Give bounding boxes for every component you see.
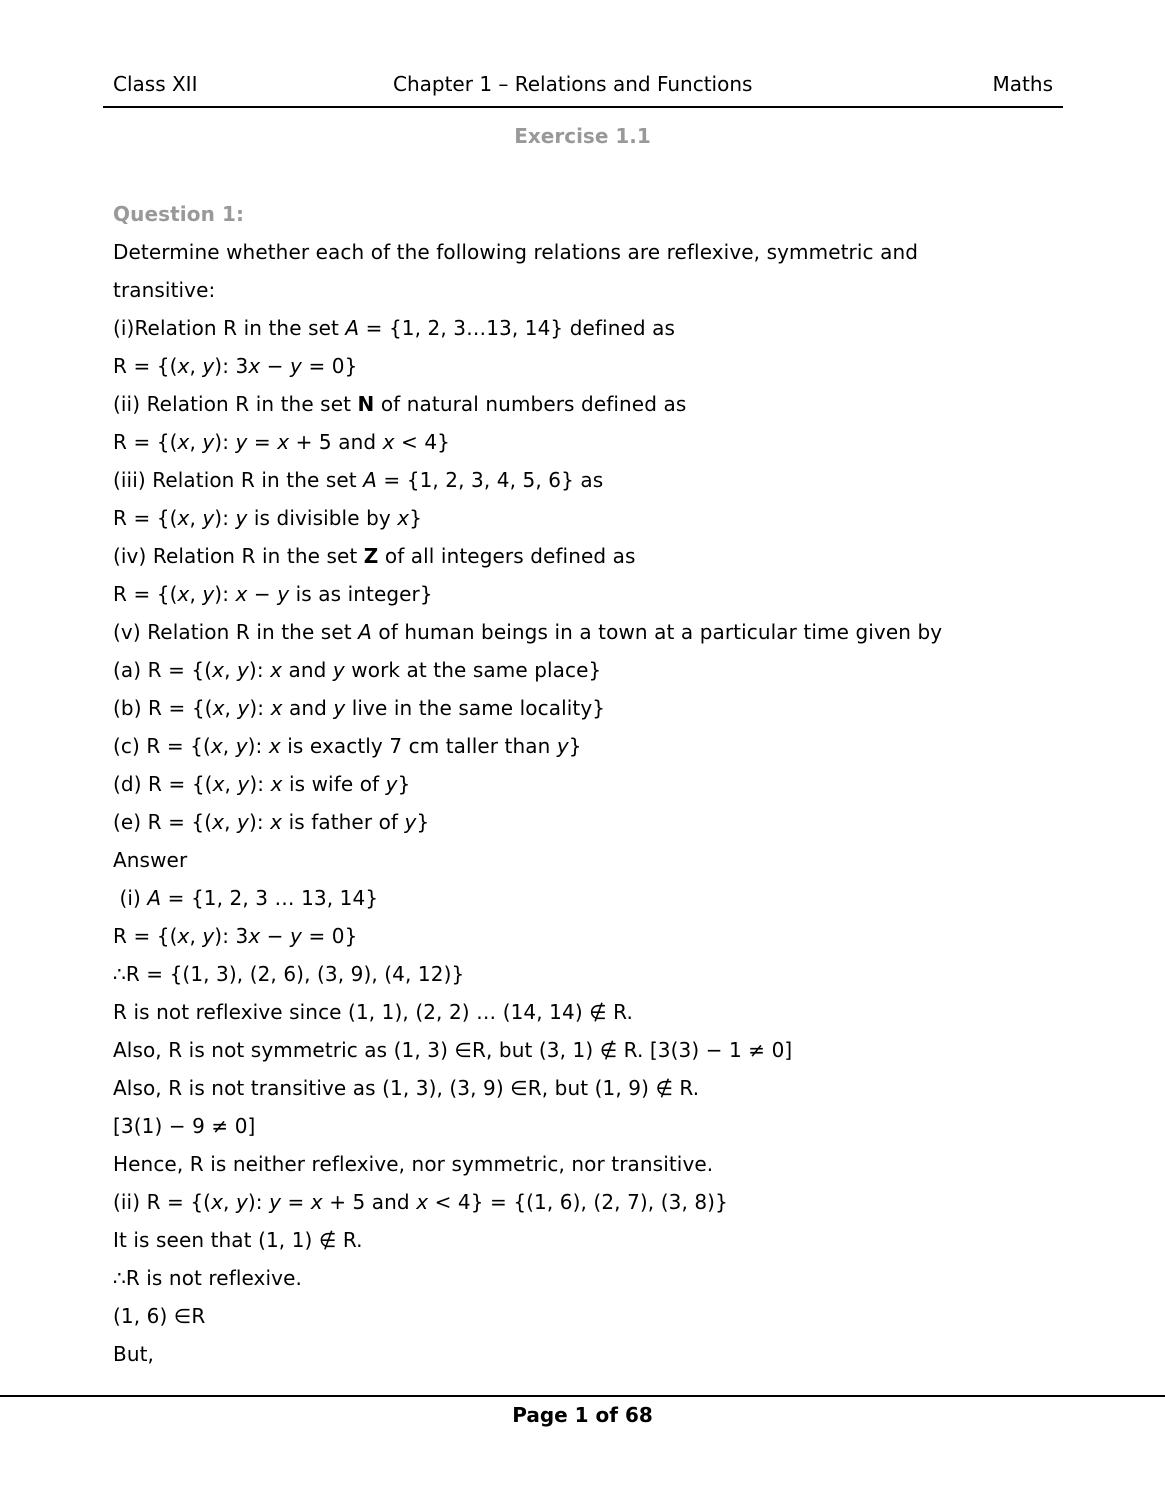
math-variable: y: [202, 430, 215, 454]
math-variable: x: [177, 582, 190, 606]
set-symbol: N: [357, 392, 375, 416]
text-run: + 5 and: [289, 430, 383, 454]
math-variable: x: [177, 924, 190, 948]
math-variable: x: [177, 354, 190, 378]
text-run: (ii) R = {(: [113, 1190, 212, 1214]
text-run: is exactly 7 cm taller than: [280, 734, 557, 758]
text-run: ∴R is not reflexive.: [113, 1266, 302, 1290]
math-variable: x: [177, 430, 190, 454]
text-run: ,: [189, 582, 203, 606]
text-run: R = {(: [113, 354, 178, 378]
text-run: }: [416, 810, 430, 834]
text-run: ,: [222, 734, 236, 758]
math-variable: x: [270, 658, 283, 682]
text-run: (a) R = {(: [113, 658, 213, 682]
math-variable: y: [202, 582, 215, 606]
text-run: = {1, 2, 3…13, 14} defined as: [359, 316, 676, 340]
math-variable: x: [212, 810, 225, 834]
math-variable: y: [235, 506, 248, 530]
math-variable: y: [202, 506, 215, 530]
math-variable: A: [147, 886, 162, 910]
text-line: [113, 502, 1073, 540]
header-subject: Maths: [992, 72, 1053, 96]
text-line: [113, 426, 1073, 464]
text-run: ,: [224, 772, 238, 796]
text-run: (v) Relation R in the set: [113, 620, 359, 644]
text-line: [113, 730, 1073, 768]
math-variable: x: [212, 658, 225, 682]
math-variable: y: [332, 658, 345, 682]
text-line: [113, 1262, 1073, 1300]
text-run: ):: [249, 696, 271, 720]
math-variable: y: [236, 658, 249, 682]
text-run: Hence, R is neither reflexive, nor symmetric, nor transitive.: [113, 1152, 714, 1176]
text-run: < 4} = {(1, 6), (2, 7), (3, 8)}: [428, 1190, 728, 1214]
page-header: [103, 70, 1063, 108]
text-line: [113, 578, 1073, 616]
text-line: [113, 1186, 1073, 1224]
text-run: ):: [247, 734, 269, 758]
text-line: [113, 692, 1073, 730]
text-run: ,: [189, 506, 203, 530]
text-line: [113, 844, 1073, 882]
text-run: + 5 and: [322, 1190, 417, 1214]
text-line: [113, 540, 1073, 578]
text-run: (c) R = {(: [113, 734, 211, 758]
text-line: [113, 958, 1073, 996]
text-run: ):: [214, 430, 236, 454]
text-run: of human beings in a town at a particular time given by: [371, 620, 943, 644]
text-run: But,: [113, 1342, 154, 1366]
text-run: ):: [248, 810, 271, 834]
text-line: [113, 464, 1073, 502]
text-run: is as integer}: [289, 582, 433, 606]
text-line: [113, 996, 1073, 1034]
text-run: ):: [249, 772, 271, 796]
text-run: −: [260, 924, 291, 948]
math-variable: y: [277, 582, 290, 606]
text-run: It is seen that (1, 1) ∉ R.: [113, 1228, 363, 1252]
math-variable: y: [290, 924, 302, 948]
text-run: ):: [214, 582, 236, 606]
math-variable: y: [385, 772, 398, 796]
header-class: Class XII: [113, 72, 198, 96]
text-line: [113, 1300, 1073, 1338]
math-variable: x: [211, 1190, 224, 1214]
text-run: transitive:: [113, 278, 216, 302]
math-variable: y: [237, 772, 250, 796]
text-run: live in the same locality}: [345, 696, 606, 720]
text-run: ,: [224, 658, 237, 682]
math-variable: x: [248, 924, 261, 948]
text-run: R is not reflexive since (1, 1), (2, 2) … (14, 14) ∉ R.: [113, 1000, 633, 1024]
text-line: [113, 882, 1073, 920]
exercise-title: Exercise 1.1: [514, 124, 651, 148]
math-variable: x: [397, 506, 410, 530]
math-variable: x: [270, 810, 283, 834]
math-variable: y: [237, 696, 250, 720]
text-run: R = {(: [113, 430, 178, 454]
text-run: of natural numbers defined as: [374, 392, 687, 416]
text-run: ):: [248, 658, 271, 682]
footer-divider: [0, 1395, 1165, 1397]
math-variable: y: [556, 734, 569, 758]
text-run: ,: [189, 924, 203, 948]
text-run: Also, R is not symmetric as (1, 3) ∈R, but (3, 1) ∉ R. [3(3) − 1 ≠ 0]: [113, 1038, 793, 1062]
text-run: (1, 6) ∈R: [113, 1304, 206, 1328]
set-symbol: Z: [363, 544, 379, 568]
math-variable: x: [310, 1190, 323, 1214]
text-run: (ii) Relation R in the set: [113, 392, 358, 416]
text-run: ):: [214, 506, 236, 530]
math-variable: x: [382, 430, 395, 454]
question-heading: Question 1:: [113, 202, 245, 226]
text-line: [113, 312, 1073, 350]
text-run: }: [397, 772, 411, 796]
text-line: [113, 1034, 1073, 1072]
text-lines: [113, 236, 1073, 1376]
math-variable: x: [277, 430, 290, 454]
text-run: R = {(: [113, 924, 178, 948]
text-run: work at the same place}: [344, 658, 602, 682]
text-run: ,: [224, 696, 238, 720]
text-run: ,: [223, 1190, 236, 1214]
text-run: (d) R = {(: [113, 772, 213, 796]
text-run: }: [409, 506, 423, 530]
text-run: and: [282, 658, 333, 682]
math-variable: y: [269, 1190, 282, 1214]
text-run: −: [247, 582, 278, 606]
text-run: R = {(: [113, 506, 178, 530]
math-variable: x: [268, 734, 281, 758]
text-run: ,: [189, 430, 203, 454]
math-variable: x: [235, 582, 248, 606]
text-line: [113, 616, 1073, 654]
text-run: of all integers defined as: [378, 544, 636, 568]
text-run: =: [247, 430, 278, 454]
math-variable: x: [210, 734, 223, 758]
math-variable: y: [202, 354, 215, 378]
text-run: ,: [224, 810, 238, 834]
text-run: is father of: [282, 810, 405, 834]
text-line: [113, 1224, 1073, 1262]
text-line: [113, 388, 1073, 426]
text-run: (iv) Relation R in the set: [113, 544, 364, 568]
text-run: ):: [247, 1190, 270, 1214]
math-variable: y: [202, 924, 215, 948]
text-run: (i): [113, 886, 148, 910]
text-run: Answer: [113, 848, 188, 872]
math-variable: x: [177, 506, 190, 530]
math-variable: x: [212, 772, 225, 796]
math-variable: x: [212, 696, 225, 720]
text-run: ): 3: [214, 924, 249, 948]
math-variable: y: [237, 810, 249, 834]
text-line: [113, 654, 1073, 692]
text-run: (b) R = {(: [113, 696, 213, 720]
text-line: [113, 350, 1073, 388]
text-line: [113, 768, 1073, 806]
text-run: = 0}: [301, 924, 358, 948]
math-variable: y: [235, 1190, 248, 1214]
text-run: R = {(: [113, 582, 178, 606]
math-variable: x: [270, 696, 283, 720]
text-run: [3(1) − 9 ≠ 0]: [113, 1114, 256, 1138]
text-run: < 4}: [394, 430, 450, 454]
math-variable: x: [270, 772, 283, 796]
math-variable: y: [235, 734, 248, 758]
text-run: Determine whether each of the following relations are reflexive, symmetric and: [113, 240, 919, 264]
text-run: is divisible by: [247, 506, 398, 530]
math-variable: y: [333, 696, 346, 720]
text-line: [113, 806, 1073, 844]
text-line: [113, 236, 1073, 274]
text-run: =: [281, 1190, 311, 1214]
math-variable: A: [363, 468, 377, 492]
text-run: −: [260, 354, 291, 378]
text-run: ): 3: [214, 354, 249, 378]
text-line: [113, 1072, 1073, 1110]
text-line: [113, 1148, 1073, 1186]
math-variable: y: [235, 430, 248, 454]
math-variable: A: [358, 620, 372, 644]
text-run: ∴R = {(1, 3), (2, 6), (3, 9), (4, 12)}: [113, 962, 465, 986]
text-run: is wife of: [282, 772, 386, 796]
math-variable: x: [248, 354, 261, 378]
text-run: (e) R = {(: [113, 810, 213, 834]
text-line: [113, 274, 1073, 312]
text-line: [113, 920, 1073, 958]
text-run: = {1, 2, 3, 4, 5, 6} as: [376, 468, 604, 492]
text-run: = 0}: [301, 354, 358, 378]
text-run: ,: [189, 354, 203, 378]
page-number: Page 1 of 68: [512, 1403, 653, 1427]
header-chapter: Chapter 1 – Relations and Functions: [393, 72, 753, 96]
text-run: (i)Relation R in the set: [113, 316, 346, 340]
math-variable: x: [416, 1190, 429, 1214]
math-variable: A: [345, 316, 360, 340]
text-line: [113, 1338, 1073, 1376]
text-run: }: [568, 734, 582, 758]
document-body: [113, 198, 1073, 1376]
text-line: [113, 1110, 1073, 1148]
text-run: and: [282, 696, 334, 720]
text-run: (iii) Relation R in the set: [113, 468, 364, 492]
text-run: Also, R is not transitive as (1, 3), (3, 9) ∈R, but (1, 9) ∉ R.: [113, 1076, 700, 1100]
text-run: = {1, 2, 3 … 13, 14}: [161, 886, 379, 910]
math-variable: y: [404, 810, 417, 834]
math-variable: y: [290, 354, 302, 378]
